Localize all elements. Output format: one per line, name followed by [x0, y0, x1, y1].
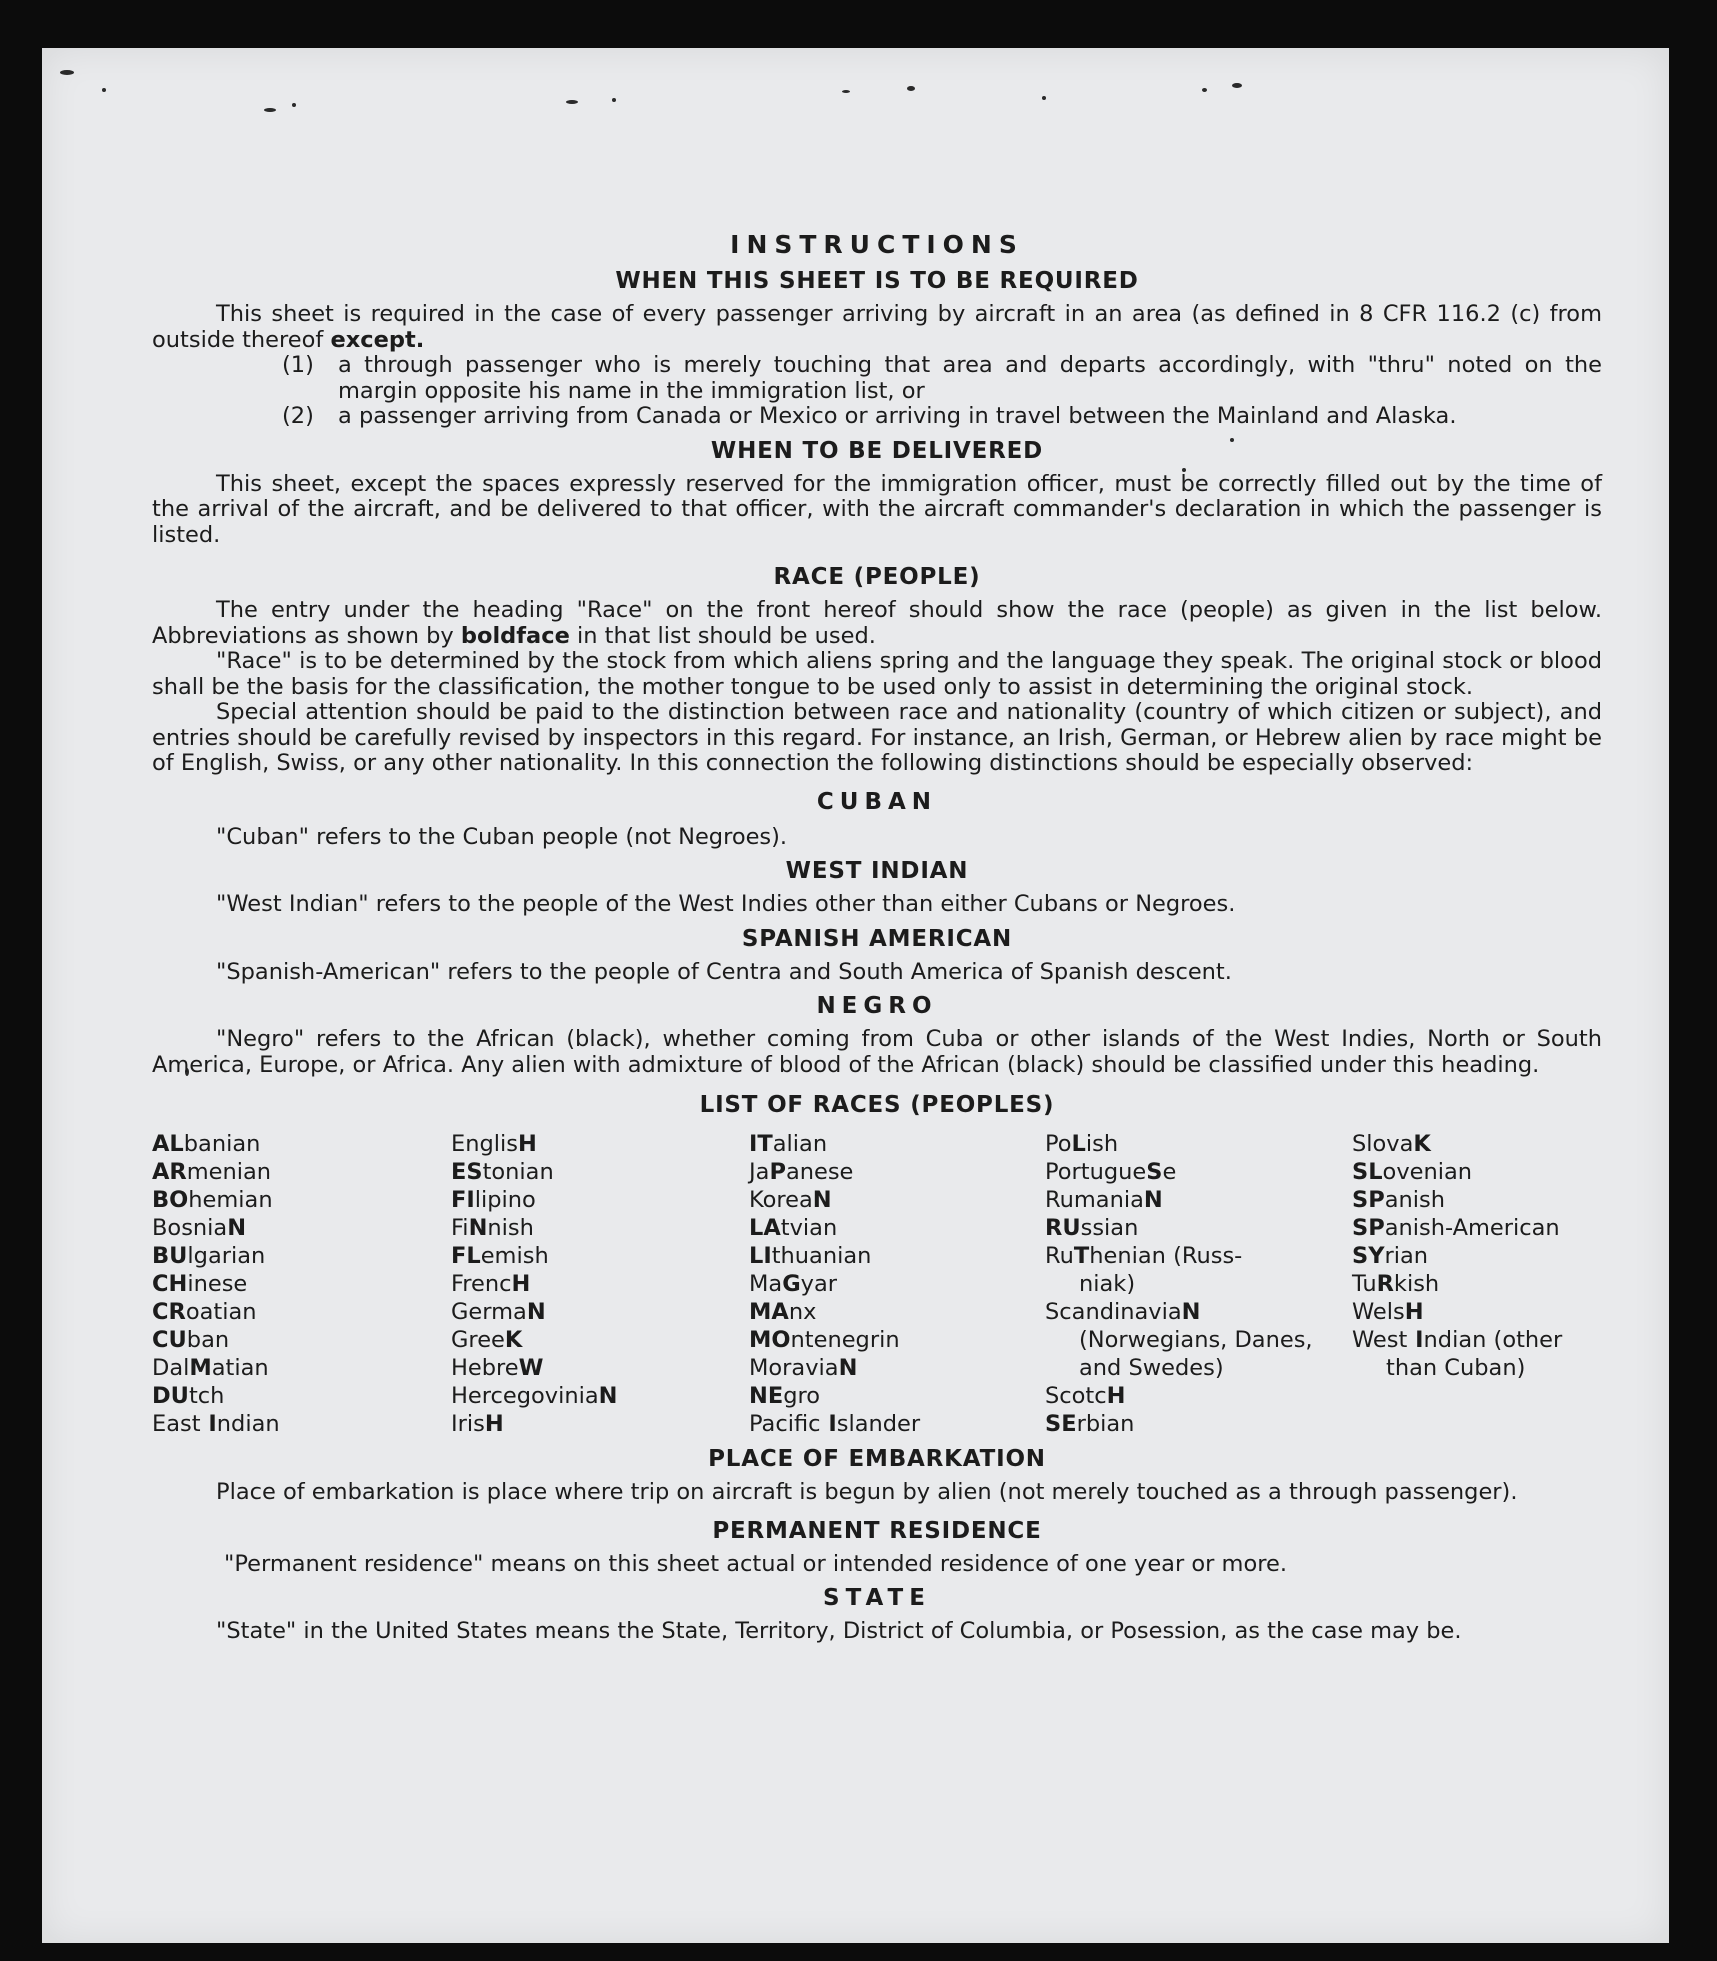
scan-speck: [264, 108, 276, 112]
exception-number: (2): [282, 403, 314, 429]
scan-speck: [566, 100, 578, 104]
embarkation-text: Place of embarkation is place where trip on aircraft is begun by alien (not merely touched as a through passenger).: [216, 1479, 1518, 1505]
race-entry: [1045, 1214, 1352, 1242]
race-abbreviation: AR: [152, 1159, 187, 1185]
race-abbreviation: SP: [1352, 1187, 1385, 1213]
race-text: menian: [186, 1159, 272, 1185]
race-abbreviation: MA: [749, 1299, 789, 1325]
race-entry: [749, 1354, 1045, 1382]
race-text: lgarian: [187, 1243, 266, 1269]
race-text: Dal: [152, 1355, 190, 1381]
heading-west-indian: WEST INDIAN: [785, 858, 969, 884]
scan-speck: [612, 98, 616, 102]
race-text: Scandinavia: [1045, 1299, 1182, 1325]
race-p1-bold: boldface: [460, 622, 570, 649]
race-text: Wels: [1352, 1299, 1405, 1325]
race-text: ndian: [216, 1411, 280, 1437]
race-text: Korea: [749, 1187, 813, 1213]
race-abbreviation: N: [1143, 1187, 1163, 1213]
heading-list-of-races: LIST OF RACES (PEOPLES): [699, 1092, 1055, 1118]
races-column-3: [749, 1130, 1045, 1438]
scanned-page: [42, 48, 1669, 1943]
races-column-5: [1352, 1130, 1602, 1438]
race-text: tvian: [780, 1215, 838, 1241]
race-entry: [749, 1186, 1045, 1214]
race-entry: [1045, 1298, 1352, 1382]
race-text: Pacific: [749, 1411, 821, 1437]
race-abbreviation: K: [504, 1327, 523, 1353]
race-text: Po: [1045, 1131, 1072, 1157]
race-text: emish: [480, 1243, 549, 1269]
race-entry: [1352, 1326, 1602, 1382]
state-text: "State" in the United States means the State, Territory, District of Columbia, or Posession, as the case may be.: [216, 1618, 1462, 1644]
race-entry: [749, 1410, 1045, 1438]
race-abbreviation: H: [484, 1411, 504, 1437]
race-abbreviation: RU: [1045, 1215, 1081, 1241]
race-entry: [451, 1270, 749, 1298]
race-text: oatian: [185, 1299, 257, 1325]
race-abbreviation: CR: [152, 1299, 186, 1325]
race-text: Slova: [1352, 1131, 1414, 1157]
race-entry: [451, 1326, 749, 1354]
race-abbreviation: T: [1073, 1243, 1090, 1269]
race-text: Iris: [451, 1411, 485, 1437]
race-abbreviation: N: [812, 1187, 832, 1213]
race-text: Scotc: [1045, 1383, 1107, 1409]
race-text: slander: [836, 1411, 921, 1437]
race-text: ovenian: [1382, 1159, 1473, 1185]
race-entry: [749, 1326, 1045, 1354]
heading-embarkation: PLACE OF EMBARKATION: [708, 1446, 1046, 1472]
race-entry: [749, 1382, 1045, 1410]
race-text: hemian: [188, 1187, 273, 1213]
race-entry: [1045, 1186, 1352, 1214]
race-abbreviation: N: [526, 1299, 546, 1325]
race-text: Rumania: [1045, 1187, 1144, 1213]
exception-text: a passenger arriving from Canada or Mexico or arriving in travel between the Mainland and Alaska.: [338, 403, 1457, 429]
race-abbreviation: SE: [1045, 1411, 1077, 1437]
race-entry: [1352, 1158, 1602, 1186]
scan-speck: [1042, 96, 1046, 100]
race-p1-after: in that list should be used.: [576, 622, 876, 649]
heading-permanent-residence: PERMANENT RESIDENCE: [712, 1517, 1042, 1544]
race-entry: [152, 1130, 451, 1158]
race-entry: [749, 1158, 1045, 1186]
race-abbreviation: AL: [152, 1131, 184, 1157]
page-title: INSTRUCTIONS: [730, 230, 1024, 259]
heading-required: WHEN THIS SHEET IS TO BE REQUIRED: [615, 268, 1139, 294]
required-intro: [152, 302, 1602, 353]
race-abbreviation: CU: [152, 1327, 187, 1353]
scan-speck: [292, 103, 296, 107]
scan-speck: [1202, 88, 1207, 92]
west-indian-text: "West Indian" refers to the people of the West Indies other than either Cubans or Negroes.: [216, 891, 1236, 917]
exception-item: [282, 404, 1602, 430]
exception-item: [282, 353, 1602, 404]
race-abbreviation: ES: [451, 1159, 483, 1185]
race-entry: [1045, 1410, 1352, 1438]
race-abbreviation: IT: [749, 1131, 773, 1157]
delivered-text: This sheet, except the spaces expressly reserved for the immigration officer, must be correctly filled out by the time of the arrival of the aircraft, and be delivered to that officer, with the aircraft commander's declaration in which the passenger is listed.: [152, 470, 1602, 548]
race-text: lipino: [474, 1187, 536, 1213]
scan-speck: [907, 86, 915, 91]
race-text: Frenc: [451, 1271, 512, 1297]
race-text: atian: [211, 1355, 269, 1381]
race-text: Fi: [451, 1215, 469, 1241]
race-abbreviation: S: [1146, 1159, 1163, 1185]
race-text: rbian: [1076, 1411, 1135, 1437]
race-abbreviation: N: [838, 1355, 858, 1381]
race-abbreviation: FL: [451, 1243, 481, 1269]
race-text: henian (Russ-: [1089, 1243, 1243, 1269]
race-text: kish: [1393, 1271, 1440, 1297]
race-text: Hercegovinia: [451, 1383, 599, 1409]
scan-speck: [60, 70, 74, 75]
race-entry: [749, 1242, 1045, 1270]
race-text: Ja: [749, 1159, 770, 1185]
race-entry: [451, 1298, 749, 1326]
race-abbreviation: NE: [749, 1383, 784, 1409]
race-continuation: niak): [1079, 1271, 1136, 1297]
race-entry: [1045, 1158, 1352, 1186]
race-abbreviation: SY: [1352, 1243, 1385, 1269]
race-entry: [152, 1242, 451, 1270]
races-column-2: [451, 1130, 749, 1438]
race-abbreviation: G: [782, 1271, 801, 1297]
race-text: East: [152, 1411, 201, 1437]
race-abbreviation: DU: [152, 1383, 189, 1409]
race-abbreviation: N: [227, 1215, 247, 1241]
race-text: tch: [188, 1383, 225, 1409]
race-abbreviation: SL: [1352, 1159, 1383, 1185]
race-abbreviation: R: [1376, 1271, 1394, 1297]
race-text: Tu: [1352, 1271, 1377, 1297]
exception-text: a through passenger who is merely touching that area and departs accordingly, with "thru" noted on the margin opposite his name in the immigration list, or: [338, 352, 1602, 404]
race-text: e: [1162, 1159, 1177, 1185]
race-paragraph-2: "Race" is to be determined by the stock from which aliens spring and the language they speak. The original stock or blood shall be the basis for the classification, the mother tongue to be used only to assist in determining the original stock.: [152, 648, 1602, 700]
race-text: Germa: [451, 1299, 527, 1325]
scan-speck: [1232, 83, 1242, 88]
instructions-content: [152, 178, 1602, 1645]
race-abbreviation: H: [517, 1131, 537, 1157]
heading-negro: NEGRO: [816, 993, 938, 1019]
race-entry: [749, 1130, 1045, 1158]
negro-text: "Negro" refers to the African (black), whether coming from Cuba or other islands of the West Indies, North or South America, Europe, or Africa. Any alien with admixture of blood of the African (black) should be classified under this heading.: [152, 1026, 1602, 1078]
scan-speck: [102, 88, 106, 92]
race-p1-before: The entry under the heading "Race" on the front hereof should show the race (people) as given in the list below. Abbreviations as shown by: [152, 597, 1602, 649]
race-abbreviation: MO: [749, 1327, 791, 1353]
race-entry: [152, 1410, 451, 1438]
cuban-text: "Cuban" refers to the Cuban people (not Negroes).: [216, 823, 788, 850]
race-abbreviation: FI: [451, 1187, 475, 1213]
race-entry: [451, 1158, 749, 1186]
race-entry: [451, 1130, 749, 1158]
race-entry: [451, 1354, 749, 1382]
race-entry: [152, 1158, 451, 1186]
race-text: thuanian: [771, 1243, 872, 1269]
required-intro-text: This sheet is required in the case of every passenger arriving by aircraft in an area (as defined in 8 CFR 116.2 (c) from outside thereof: [152, 301, 1602, 353]
race-entry: [451, 1214, 749, 1242]
race-entry: [152, 1214, 451, 1242]
race-text: inese: [187, 1271, 248, 1297]
race-abbreviation: N: [1181, 1299, 1201, 1325]
race-abbreviation: BU: [152, 1243, 188, 1269]
race-abbreviation: L: [1071, 1131, 1086, 1157]
race-abbreviation: SP: [1352, 1215, 1385, 1241]
race-entry: [1352, 1186, 1602, 1214]
race-abbreviation: K: [1413, 1131, 1431, 1157]
heading-race: RACE (PEOPLE): [773, 564, 981, 590]
race-entry: [1045, 1382, 1352, 1410]
race-entry: [152, 1326, 451, 1354]
race-text: ssian: [1080, 1215, 1139, 1241]
race-entry: [749, 1270, 1045, 1298]
race-paragraph-3: Special attention should be paid to the distinction between race and nationality (country of which citizen or subject), and entries should be carefully revised by inspectors in this regard. For instance, an Irish, German, or Hebrew alien by race might be of English, Swiss, or any other nationality. In this connection the following distinctions should be especially observed:: [152, 699, 1602, 776]
race-entry: [152, 1186, 451, 1214]
race-text: tonian: [482, 1159, 554, 1185]
race-abbreviation: I: [820, 1411, 837, 1437]
races-column-4: [1045, 1130, 1352, 1438]
exception-number: (1): [282, 352, 314, 378]
race-entry: [1352, 1270, 1602, 1298]
race-entry: [1045, 1130, 1352, 1158]
race-entry: [1352, 1298, 1602, 1326]
race-text: Portugue: [1045, 1159, 1147, 1185]
race-text: ban: [186, 1327, 230, 1353]
race-text: nish: [487, 1215, 534, 1241]
race-entry: [451, 1186, 749, 1214]
race-text: Englis: [451, 1131, 518, 1157]
race-abbreviation: N: [598, 1383, 618, 1409]
residence-text: "Permanent residence" means on this sheet actual or intended residence of one year or more.: [224, 1550, 1287, 1577]
scan-speck: [842, 90, 850, 93]
race-text: gro: [783, 1383, 821, 1409]
race-entry: [451, 1382, 749, 1410]
race-entry: [1352, 1130, 1602, 1158]
race-abbreviation: H: [1106, 1383, 1126, 1409]
race-entry: [1352, 1214, 1602, 1242]
race-text: Hebre: [451, 1355, 519, 1381]
race-continuation: than Cuban): [1386, 1355, 1526, 1381]
race-abbreviation: N: [468, 1215, 488, 1241]
race-entry: [1045, 1242, 1352, 1298]
race-text: ndian (other: [1423, 1327, 1563, 1353]
heading-cuban: CUBAN: [816, 788, 938, 815]
race-entry: [1352, 1242, 1602, 1270]
race-text: Gree: [451, 1327, 505, 1353]
race-entry: [451, 1242, 749, 1270]
races-column-1: [152, 1130, 451, 1438]
race-abbreviation: LI: [749, 1243, 772, 1269]
required-intro-bold: except.: [330, 326, 425, 353]
race-text: West: [1352, 1327, 1408, 1353]
race-entry: [749, 1298, 1045, 1326]
heading-spanish-american: SPANISH AMERICAN: [741, 925, 1013, 952]
races-table: [152, 1130, 1602, 1438]
race-text: ntenegrin: [790, 1327, 900, 1353]
race-text: anish: [1384, 1187, 1445, 1213]
race-text: nx: [788, 1299, 817, 1325]
race-abbreviation: BO: [152, 1187, 189, 1213]
race-abbreviation: I: [200, 1411, 217, 1437]
race-entry: [152, 1270, 451, 1298]
race-text: Bosnia: [152, 1215, 228, 1241]
race-text: yar: [800, 1271, 838, 1297]
race-entry: [152, 1354, 451, 1382]
race-abbreviation: P: [769, 1159, 786, 1185]
race-text: rian: [1384, 1243, 1429, 1269]
race-text: anish-American: [1384, 1215, 1560, 1241]
race-text: alian: [772, 1131, 828, 1157]
heading-delivered: WHEN TO BE DELIVERED: [710, 437, 1044, 464]
race-abbreviation: CH: [152, 1271, 188, 1297]
spanish-american-text: "Spanish-American" refers to the people of Centra and South America of Spanish descent.: [216, 958, 1232, 985]
race-text: Ma: [749, 1271, 783, 1297]
race-abbreviation: W: [518, 1355, 544, 1381]
race-text: Ru: [1045, 1243, 1074, 1269]
race-abbreviation: H: [511, 1271, 531, 1297]
race-text: ish: [1085, 1131, 1119, 1157]
race-entry: [451, 1410, 749, 1438]
race-paragraph-1: [152, 598, 1602, 649]
race-abbreviation: LA: [749, 1215, 781, 1241]
race-entry: [152, 1298, 451, 1326]
race-text: banian: [183, 1131, 261, 1157]
heading-state: STATE: [823, 1585, 931, 1611]
race-abbreviation: H: [1404, 1299, 1424, 1325]
race-continuation: (Norwegians, Danes, and Swedes): [1079, 1327, 1313, 1381]
race-entry: [749, 1214, 1045, 1242]
race-entry: [152, 1382, 451, 1410]
race-abbreviation: I: [1407, 1327, 1424, 1353]
race-text: Moravia: [749, 1355, 839, 1381]
race-text: anese: [785, 1159, 854, 1185]
race-abbreviation: M: [189, 1355, 212, 1381]
